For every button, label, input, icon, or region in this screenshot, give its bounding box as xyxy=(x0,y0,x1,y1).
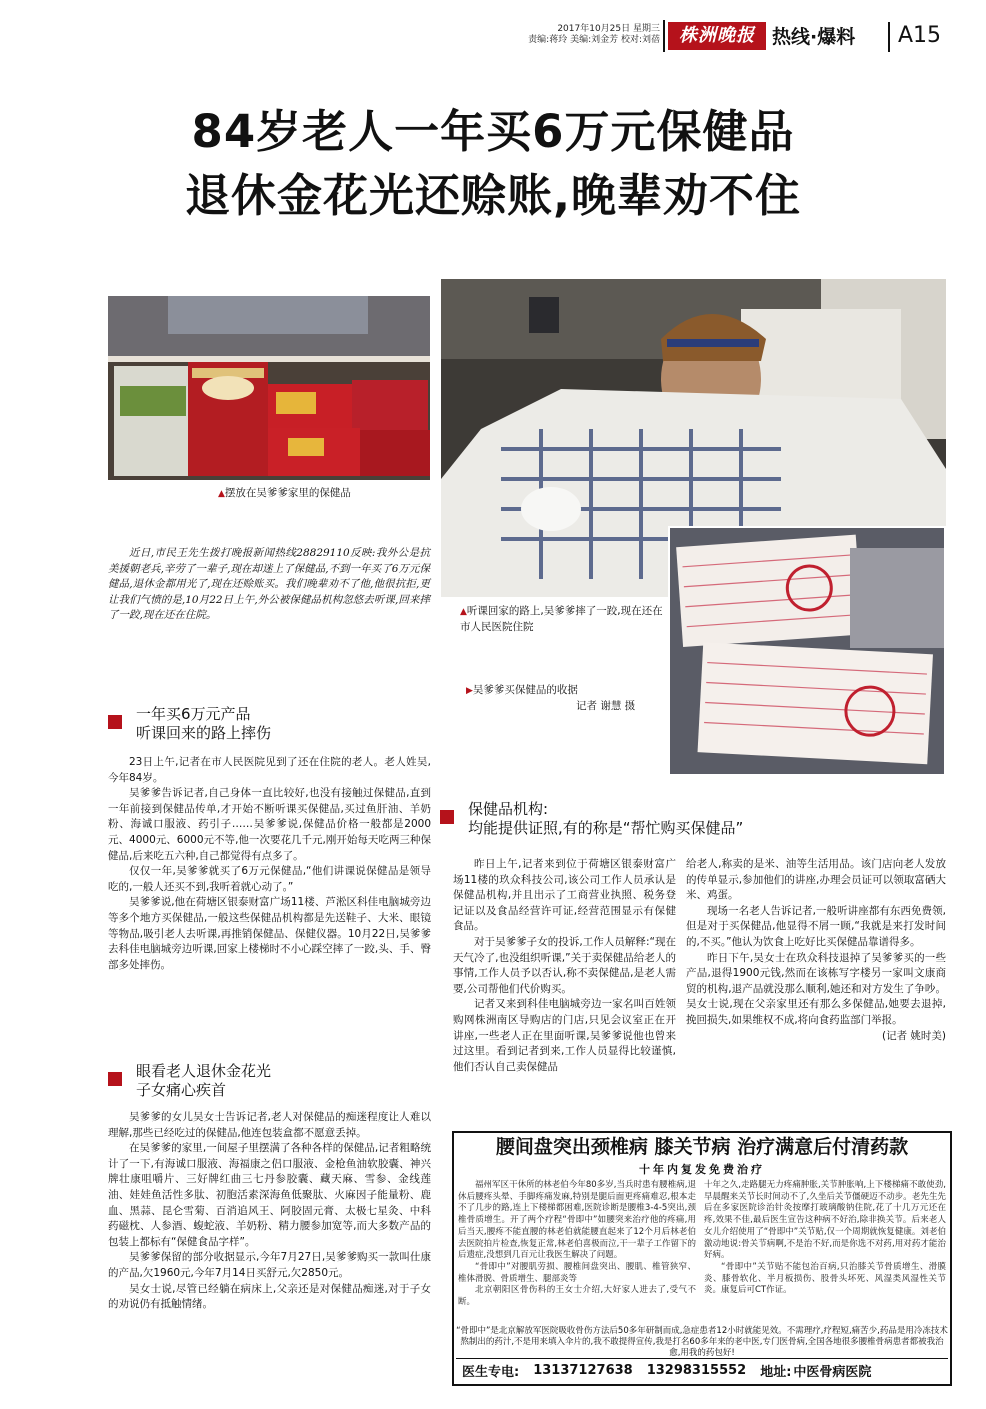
paragraph: 在吴爹爹的家里,一间屋子里摆满了各种各样的保健品,记者粗略统计了一下,有海诚口服液、海福康之侣口服液、金枪鱼油软胶囊、神兴牌壮康咀嚼片、三好牌红曲三七丹参胶囊、藏天麻、雪参、金线莲油、娃娃鱼活性多肽、初胞活素深海鱼低聚肽、火麻因子能量粉、鹿血、黑蒜、昆仑雪菊、百消追风王、阿胶固元膏、太极七星灸、中科药磁枕、人参酒、蝮蛇液、羊奶粉、精力腰参加宽等,而大多数产品的包装上都标有“保健食品字样”。 xyxy=(108,1142,431,1248)
date-line: 2017年10月25日 星期三 xyxy=(557,24,660,34)
ad-contact-bar xyxy=(456,1358,948,1382)
paragraph: 北京朝阳区骨伤科的王女士介绍,大好家人进去了,受气不断。 xyxy=(458,1285,696,1308)
subhead-2 xyxy=(108,1062,271,1100)
ad-subtitle: 十年内复发免费治疗 xyxy=(639,1163,765,1176)
header-divider-2 xyxy=(888,22,890,52)
supplements-caption: ▲摆放在吴爹爹家里的保健品 xyxy=(218,487,351,499)
supplements-photo xyxy=(108,296,430,480)
header-date xyxy=(525,24,660,46)
paragraph: 23日上午,记者在市人民医院见到了还在住院的老人。老人姓吴,今年84岁。 xyxy=(108,756,431,784)
caption-triangle-icon: ▲ xyxy=(218,489,225,499)
paragraph: 吴爹爹说,他在荷塘区银泰财富广场11楼、芦淞区科佳电脑城旁边等多个地方买保健品,一般这些保健品机构都是先送鞋子、大米、眼镜等物品,吸引老人去听课,再推销保健品、保健仪器。10月22日,吴爹爹去科佳电脑城旁边听课,回家上楼梯时不小心踩空摔了一跤,头、手、臀部多处摔伤。 xyxy=(108,896,431,971)
ad-title: 腰间盘突出颈椎病 膝关节病 治疗满意后付清药款 xyxy=(495,1136,909,1158)
editor-line: 责编:蒋玲 美编:刘金芳 校对:刘蓓 xyxy=(528,35,660,45)
subhead-3-line1: 保健品机构: xyxy=(468,800,549,818)
subhead-2-line2: 子女痛心疾首 xyxy=(136,1081,227,1099)
paragraph: “骨即中”对腰肌劳损、腰椎间盘突出、腰肌、椎管狭窄、椎体滑脱、骨质增生、腿部炎等 xyxy=(458,1261,696,1284)
paragraph: 吴爹爹的女儿吴女士告诉记者,老人对保健品的痴迷程度让人难以理解,那些已经吃过的保健品,他连包装盒都不愿意丢掉。 xyxy=(108,1111,431,1139)
subhead-1-line2: 听课回来的路上摔伤 xyxy=(136,724,272,742)
paragraph: 昨日上午,记者来到位于荷塘区银泰财富广场11楼的玖众科技公司,该公司工作人员承认是保健品机构,并且出示了工商营业执照、税务登记证以及食品经营许可证,经营范围显示有保健食品。 xyxy=(453,858,676,933)
ad-col2 xyxy=(704,1180,946,1297)
byline: (记者 姚时美) xyxy=(881,1029,946,1042)
phone-label: 医生专电: xyxy=(462,1365,520,1380)
subhead-3 xyxy=(440,800,743,838)
header-divider xyxy=(663,20,665,52)
section-name: 热线·爆料 xyxy=(772,26,856,48)
subhead-2-line1: 眼看老人退休金花光 xyxy=(136,1062,272,1080)
headline-line1: 84岁老人一年买6万元保健品 xyxy=(191,105,795,158)
paragraph: 福州军区干休所的林老伯今年80多岁,当兵时患有腰椎病,退休后腰疼头晕、手脚疼痛发麻,特别是腿后面更疼痛难忍,根本走不了几步的路,连上下楼梯都困难,医院诊断是腰椎3-4-5突出,颈椎骨质增生。开了两个疗程“骨即中”如腰突来治疗他的疼痛,用后当天,腰疼不能直腰的林老伯就能腰直起来了12个月后林老伯去医院拍片检查,恢复正常,林老伯喜极而泣,干一辈子工作留下的后遗症,没想到几百元让我医生解决了问题。 xyxy=(458,1180,696,1261)
section3-col2 xyxy=(686,857,946,1044)
subhead-marker xyxy=(108,1072,122,1086)
section1-body xyxy=(108,755,431,973)
paragraph: 对于吴爹爹子女的投诉,工作人员解释:“现在天气冷了,也没组织听课,”关于卖保健品给老人的事情,工作人员予以否认,称不卖保健品,是老人需要,公司帮他们代价购买。 xyxy=(453,935,676,995)
page-number: A15 xyxy=(898,23,942,48)
caption-triangle-icon: ▲ xyxy=(460,607,467,617)
receipts-photo xyxy=(668,526,946,776)
paragraph: 记者又来到科佳电脑城旁边一家名叫百姓领购网株洲南区导购店的门店,只见会议室正在开讲座,一些老人正在里面听课,吴爹爹说他也曾来过这里。看到记者到来,工作人员显得比较谨慎,他们否认自己卖保健品 xyxy=(453,998,676,1073)
paragraph: 吴女士说,尽管已经躺在病床上,父亲还是对保健品痴迷,对于子女的劝说仍有抵触情绪。 xyxy=(108,1282,431,1311)
address-label: 地址: xyxy=(760,1365,792,1380)
paragraph: 给老人,称卖的是米、油等生活用品。该门店向老人发放的传单显示,参加他们的讲座,办理会员证可以领取富硒大米、鸡蛋。 xyxy=(686,858,946,902)
paragraph: 吴爹爹保留的部分收据显示,今年7月27日,吴爹爹购买一款叫仕康的产品,欠1960元,今年7月14日买舒元,欠2850元。 xyxy=(108,1251,431,1279)
phone-number-2: 13298315552 xyxy=(646,1363,747,1378)
lead-paragraph: 近日,市民王先生拨打晚报新闻热线28829110反映:我外公是抗美援朝老兵,辛劳了一辈子,现在却迷上了保健品,不到一年买了6万元保健品,退休金都用光了,现在还赊账买。我们晚辈劝不了他,他很抗拒,更让我们气愤的是,10月22日上午,外公被保健品机构忽悠去听课,回来摔了一跤,现在还在住院。 xyxy=(108,547,430,621)
subhead-marker xyxy=(440,810,454,824)
section2-body xyxy=(108,1110,431,1313)
paragraph: 仅仅一年,吴爹爹就买了6万元保健品,“他们讲课说保健品是领导吃的,一般人还买不到,我听着就心动了。” xyxy=(108,865,431,893)
subhead-1 xyxy=(108,705,271,743)
ad-col1 xyxy=(458,1180,696,1309)
section3-col1 xyxy=(453,857,676,1075)
headline-line2: 退休金花光还赊账,晚辈劝不住 xyxy=(184,169,802,222)
caption-triangle-icon: ▶ xyxy=(466,686,473,696)
ad-note: “骨即中”是北京解放军医院吸收骨伤方法后50多年研制而成,急症患者12小时就能见效。不需理疗,疗程短,痛苦少,药品是用冷冻技术熬制出的药汁,不是用来填入伞片的,我不敢提得宣传,我是打名60多年来的老中医,专门医骨病,全国各地很多腰椎骨病患者都被我治愈,用我的药包好! xyxy=(456,1326,948,1358)
hospital-caption: ▲听课回家的路上,吴爹爹摔了一跤,现在还在市人民医院住院 xyxy=(460,605,663,633)
newspaper-logo: 株洲晚报 xyxy=(668,22,766,50)
subhead-3-line2: 均能提供证照,有的称是“帮忙购买保健品” xyxy=(468,819,744,837)
paragraph: 吴爹爹告诉记者,自己身体一直比较好,也没有接触过保健品,直到一年前接到保健品传单,才开始不断听课买保健品,买过鱼肝油、羊奶粉、海诚口服液、药引子……吴爹爹说,保健品价格一般都是2000元、4000元、6000元不等,他一次要花几千元,刚开始每天吃两三种保健品,后来吃五六种,自己都觉得有点多了。 xyxy=(108,787,431,862)
subhead-1-line1: 一年买6万元产品 xyxy=(136,705,251,723)
paragraph: 现场一名老人告诉记者,一般听讲座都有东西免费领,但是对于买保健品,他显得不屑一顾,“我就是来打发时间的,不买。”他认为饮食上吃好比买保健品靠谱得多。 xyxy=(686,904,946,948)
phone-number-1: 13137127638 xyxy=(533,1363,633,1378)
paragraph: “骨即中”关节贴不能包治百病,只治膝关节骨质增生、滑膜炎、膝骨软化、半月板损伤、股骨头坏死、风湿类风湿性关节炎。康复后可CT作证。 xyxy=(704,1261,946,1296)
photo-credit: 记者 谢慧 摄 xyxy=(576,700,636,712)
paragraph: 十年之久,走路腿无力疼痛肿胀,关节肿胀响,上下楼梯痛不敢使劲,早晨醒来关节长时间动不了,久坐后关节僵硬迈不动步。老先生先后在多家医院诊治针灸按摩打玻璃酸钠住院,花了十几万元还在疼,效果不佳,最后医生宣告这种病不好治,除非换关节。后来老人女儿介绍使用了“骨即中”关节贴,仅一个周期就恢复健康。刘老伯激动地说:骨关节病啊,不是治不好,而是你选不对药,用对药才能治好病。 xyxy=(704,1180,946,1261)
hospital-name: 中医骨病医院 xyxy=(793,1365,872,1380)
paragraph: 昨日下午,吴女士在玖众科技退掉了吴爹爹买的一些产品,退得1900元钱,然而在该栋写字楼另一家叫文康商贸的机构,退产品就没那么顺利,她还和对方发生了争吵。吴女士说,现在父亲家里还有那么多保健品,她要去退掉,挽回损失,如果维权不成,将向食药监部门举报。 xyxy=(686,951,946,1026)
subhead-marker xyxy=(108,715,122,729)
receipts-caption: ▶吴爹爹买保健品的收据 xyxy=(466,684,578,696)
